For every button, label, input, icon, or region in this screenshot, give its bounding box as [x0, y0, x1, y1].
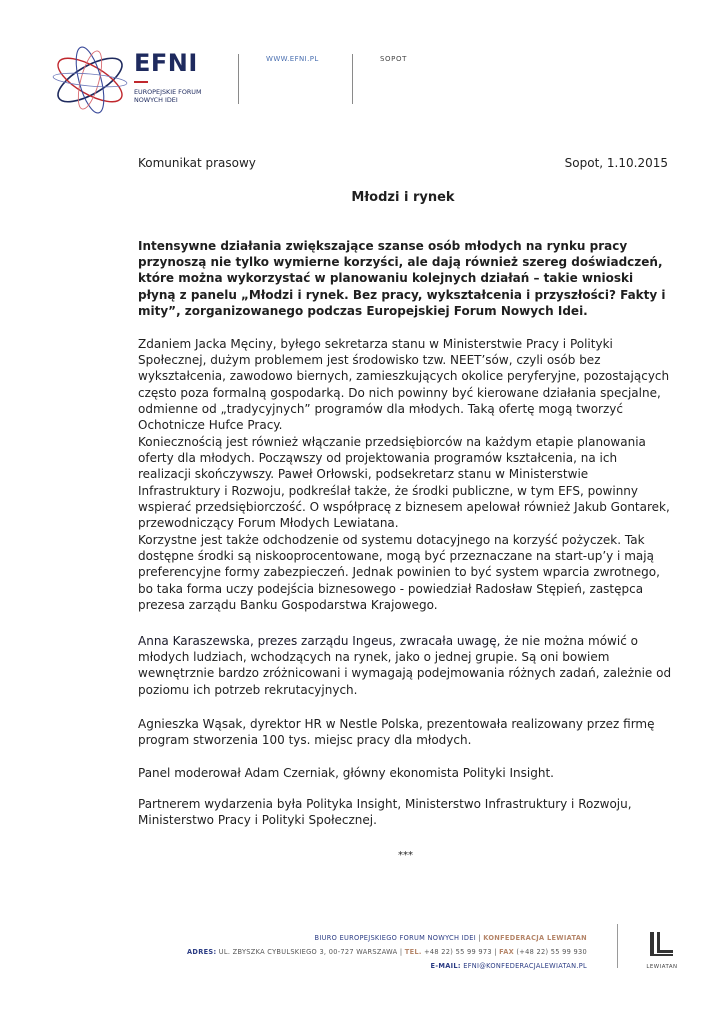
footer-separator: |	[397, 948, 405, 956]
footer-address-label: ADRES:	[187, 948, 217, 956]
efni-orbit-logo-icon	[50, 42, 130, 118]
footer-email-line	[431, 959, 587, 973]
footer-address: UL. ZBYSZKA CYBULSKIEGO 3, 00-727 WARSZAWA	[216, 948, 398, 956]
footer-address-line	[187, 945, 587, 959]
page-title: Młodzi i rynek	[351, 190, 455, 205]
footer-fax-label: FAX	[499, 948, 514, 956]
lewiatan-mark-icon	[640, 926, 684, 970]
body-paragraph: Panel moderował Adam Czerniak, główny ekonomista Polityki Insight.	[138, 766, 554, 780]
place-date: Sopot, 1.10.2015	[564, 156, 668, 170]
footer-separator: |	[491, 948, 500, 956]
body-paragraph	[138, 633, 673, 698]
release-label: Komunikat prasowy	[138, 156, 256, 170]
body-paragraph: Partnerem wydarzenia była Polityka Insight, Ministerstwo Infrastruktury i Rozwoju, Ministerstwo Pracy i Polityki Społecznej.	[138, 797, 632, 828]
footer-email-link[interactable]: EFNI@KONFEDERACJALEWIATAN.PL	[460, 962, 587, 970]
logo-wordmark: EFNI	[134, 49, 198, 77]
footer-separator: |	[475, 934, 484, 942]
body-paragraph: Korzystne jest także odchodzenie od systemu dotacyjnego na korzyść pożyczek. Tak dostępne środki są niskooprocentowane, mogą być przeznaczane na start-up’y i mają preferencyjne formy zabezpieczeń. Jednak powinien to być system wparcia zwrotnego, bo taka forma uczy podejścia biznesowego - powiedział Radosław Stępień, zastępca prezesa zarządu Banku Gospodarstwa Krajowego.	[138, 533, 660, 612]
header-divider	[238, 54, 239, 104]
body-paragraph: Koniecznością jest również włączanie przedsiębiorców na każdym etapie planowania oferty dla młodych. Począwszy od projektowania programów kształcenia, na ich realizacji skończywszy. Paweł Orłowski, podsekretarz stanu w Ministerstwie Infrastruktury i Rozwoju, podkreślał także, że środki publiczne, w tym EFS, powinny wspierać przedsiębiorczość. O współpracę z biznesem apelował również Jakub Gontarek, przewodniczący Forum Młodych Lewiatana.	[138, 435, 670, 531]
lead-paragraph: Intensywne działania zwiększające szanse osób młodych na rynku pracy przynoszą nie tylko wymierne korzyści, ale dają również szereg doświadczeń, które można wykorzystać w planowaniu kolejnych działań – takie wnioski płyną z panelu „Młodzi i rynek. Bez pracy, wykształcenia i przyszłości? Fakty i mity”, zorganizowanego podczas Europejskiej Forum Nowych Idei.	[138, 239, 666, 318]
footer-office-line	[315, 931, 587, 945]
logo-accent-rule	[134, 81, 148, 83]
footer-email-label: E-MAIL:	[430, 962, 461, 970]
footer-tel: +48 22) 55 99 973	[421, 948, 492, 956]
header-divider	[352, 54, 353, 104]
footer-confederation: KONFEDERACJA LEWIATAN	[483, 934, 587, 942]
footer-divider	[617, 924, 618, 968]
lewiatan-caption: LEWIATAN	[646, 964, 678, 970]
logo-subtitle	[134, 88, 254, 104]
paragraph-segment: Anna Karaszewska, prezes zarządu Ingeus, zwracała uwagę, że n	[138, 634, 530, 648]
logo-subtitle-line2: NOWYCH IDEI	[134, 96, 178, 104]
footer-office: BIURO EUROPEJSKIEGO FORUM NOWYCH IDEI	[314, 934, 476, 942]
footer-tel-label: TEL.	[404, 948, 422, 956]
paragraph-segment: ie można mówić o młodych ludziach, wchodzących na rynek, jako o jednej grupie. Są oni bowiem wewnętrznie bardzo zróżnicowani i wymagają podejmowania różnych zadań, zależnie od poziomu ich potrzeb rekrutacyjnych.	[138, 634, 672, 697]
logo-subtitle-line1: EUROPEJSKIE FORUM	[134, 88, 202, 96]
header-city: SOPOT	[380, 55, 407, 63]
header-website-link[interactable]: WWW.EFNI.PL	[266, 55, 319, 63]
body-paragraph: Zdaniem Jacka Męciny, byłego sekretarza stanu w Ministerstwie Pracy i Polityki Społecznej, dużym problemem jest środowisko tzw. NEET’sów, czyli osób bez wykształcenia, zawodowo biernych, zamieszkujących okolice peryferyjne, pozostających często poza formalną gospodarką. Do nich powinny być kierowane działania specjalne, odmienne od „tradycyjnych” programów dla młodych. Taką ofertę mogą tworzyć Ochotnicze Hufce Pracy.	[138, 337, 670, 433]
footer-fax: (+48 22) 55 99 930	[514, 948, 587, 956]
end-separator: ***	[398, 850, 413, 861]
body-paragraph: Agnieszka Wąsak, dyrektor HR w Nestle Polska, prezentowała realizowany przez firmę program stworzenia 100 tys. miejsc pracy dla młodych.	[138, 717, 655, 748]
lewiatan-logo	[640, 926, 684, 970]
